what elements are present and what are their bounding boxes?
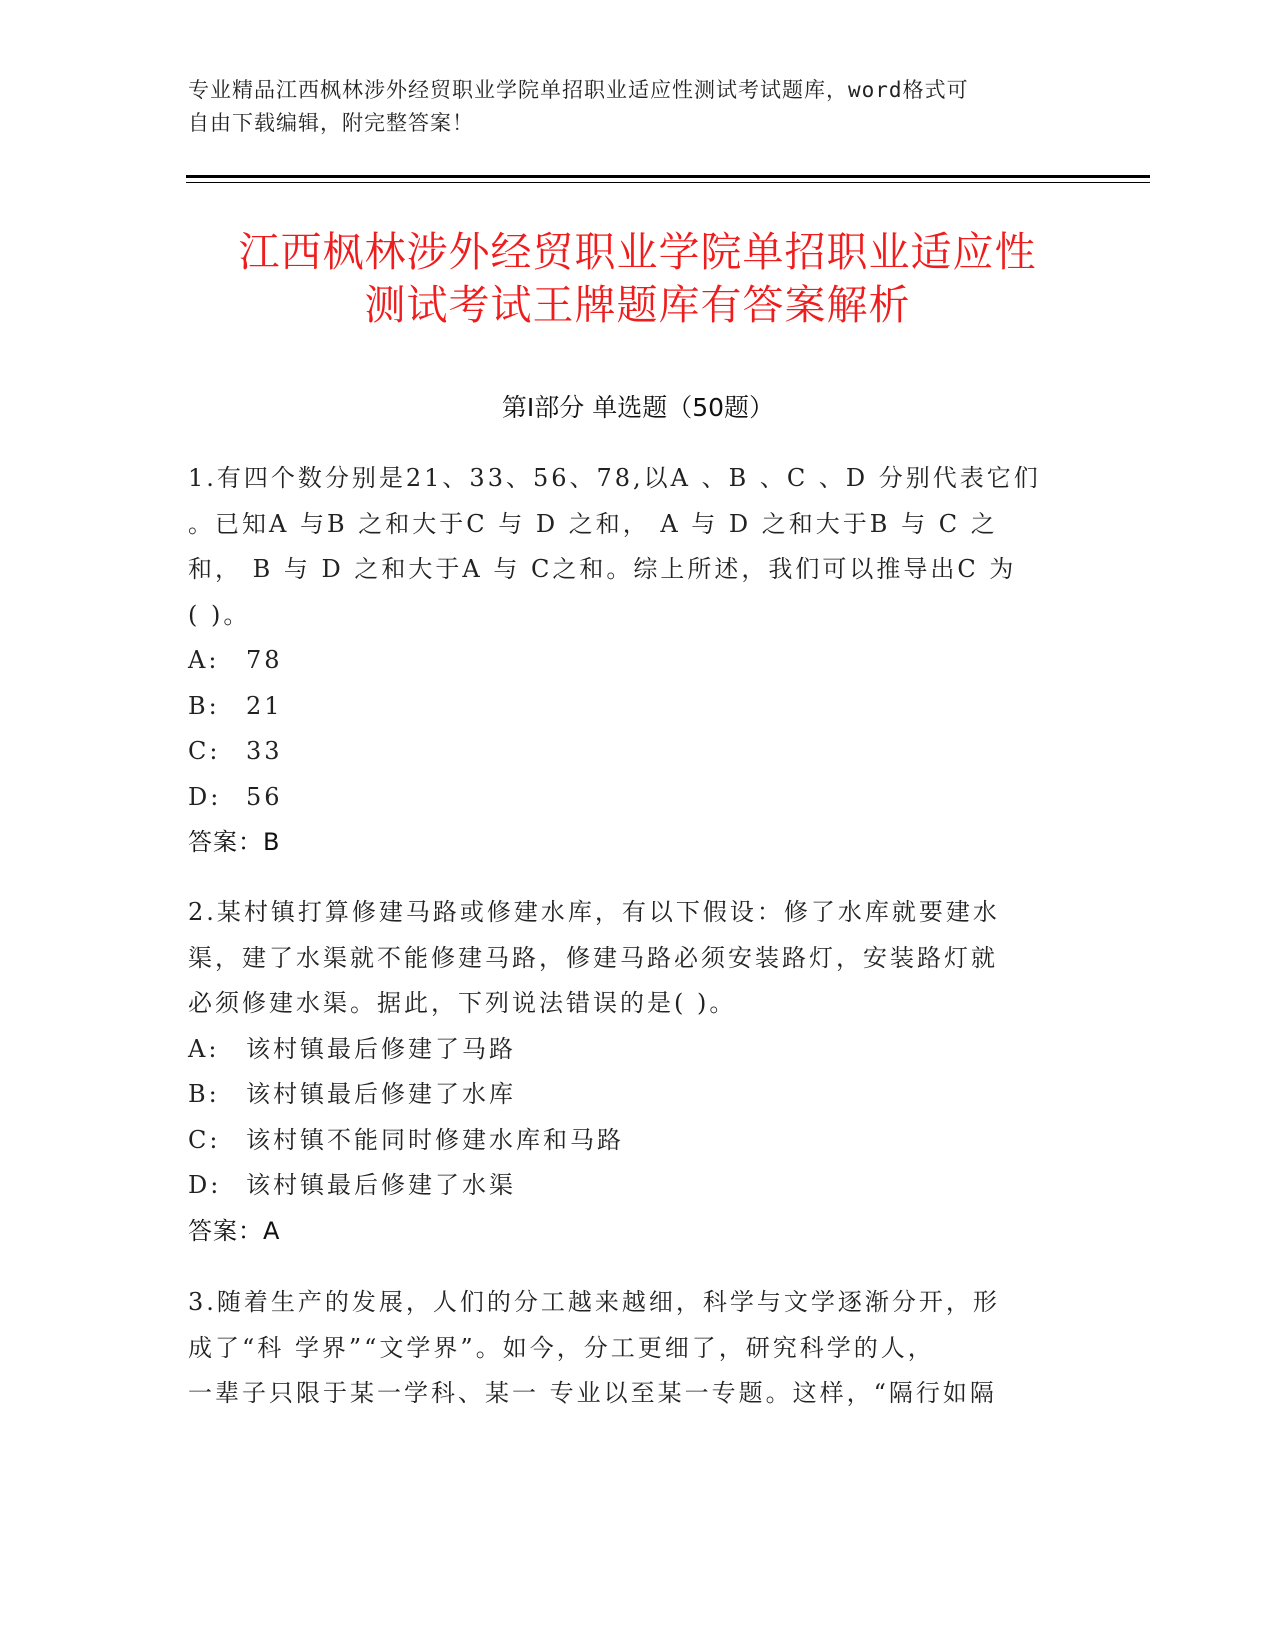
header-rule-thin [186,182,1150,183]
option-text: 33 [246,737,283,765]
option-b [188,684,1068,730]
question-stem-line: 渠，建了水渠就不能修建马路，修建马路必须安装路灯，安装路灯就 [188,943,998,972]
option-text: 该村镇不能同时修建水库和马路 [246,1125,624,1154]
document-title-line: 江西枫林涉外经贸职业学院单招职业适应性 [238,228,1037,276]
answer-line: 答案：B [188,828,281,856]
answer-line: 答案：A [188,1216,281,1245]
option-d [188,775,1068,821]
option-key: A: [188,1034,220,1063]
option-text: 该村镇最后修建了水渠 [246,1171,516,1199]
question-stem-line: ( )。 [188,600,251,629]
option-key: B: [188,1080,220,1108]
header-note [188,74,1068,140]
option-c [188,729,1068,775]
question-1 [188,456,1068,866]
question-stem-line: 2.某村镇打算修建马路或修建水库，有以下假设：修了水库就要建水 [188,898,1000,926]
header-rule [186,175,1150,178]
option-b [188,1072,1068,1118]
question-stem-line: 1.有四个数分别是21、33、56、78,以A 、B 、C 、D 分别代表它们 [188,464,1041,492]
option-text: 21 [246,691,283,720]
question-stem-line: 和， B 与 D 之和大于A 与 C之和。综上所述，我们可以推导出C 为 [188,555,1017,583]
option-text: 该村镇最后修建了水库 [246,1080,516,1108]
document-title-line: 测试考试王牌题库有答案解析 [364,281,911,329]
option-key: C: [188,1125,221,1154]
header-note-line: 自由下载编辑，附完整答案！ [188,111,474,135]
option-key: B: [188,691,220,720]
option-text: 该村镇最后修建了马路 [246,1034,516,1063]
question-stem-line: 必须修建水渠。据此，下列说法错误的是( )。 [188,989,737,1017]
question-stem-line: 成了“科 学界”“文学界”。如今，分工更细了，研究科学的人， [188,1333,935,1362]
option-text: 78 [246,646,283,674]
question-stem-line: 3.随着生产的发展，人们的分工越来越细，科学与文学逐渐分开，形 [188,1288,1000,1316]
section-title: 第Ⅰ部分 单选题（50题） [501,393,775,422]
option-key: C: [188,737,221,765]
header-note-line: 专业精品江西枫林涉外经贸职业学院单招职业适应性测试考试题库，word格式可 [188,78,969,102]
option-key: A: [188,646,220,674]
option-c [188,1118,1068,1164]
option-a [188,638,1068,684]
option-text: 56 [246,782,283,811]
option-a [188,1027,1068,1073]
question-3 [188,1280,1068,1417]
question-2 [188,890,1068,1254]
option-key: D: [188,782,222,811]
option-key: D: [188,1171,222,1199]
option-d [188,1163,1068,1209]
question-stem-line: 。已知A 与B 之和大于C 与 D 之和， A 与 D 之和大于B 与 C 之 [188,509,998,538]
question-stem-line: 一辈子只限于某一学科、某一 专业以至某一专题。这样，“隔行如隔 [188,1379,997,1407]
document-title [140,226,1135,332]
